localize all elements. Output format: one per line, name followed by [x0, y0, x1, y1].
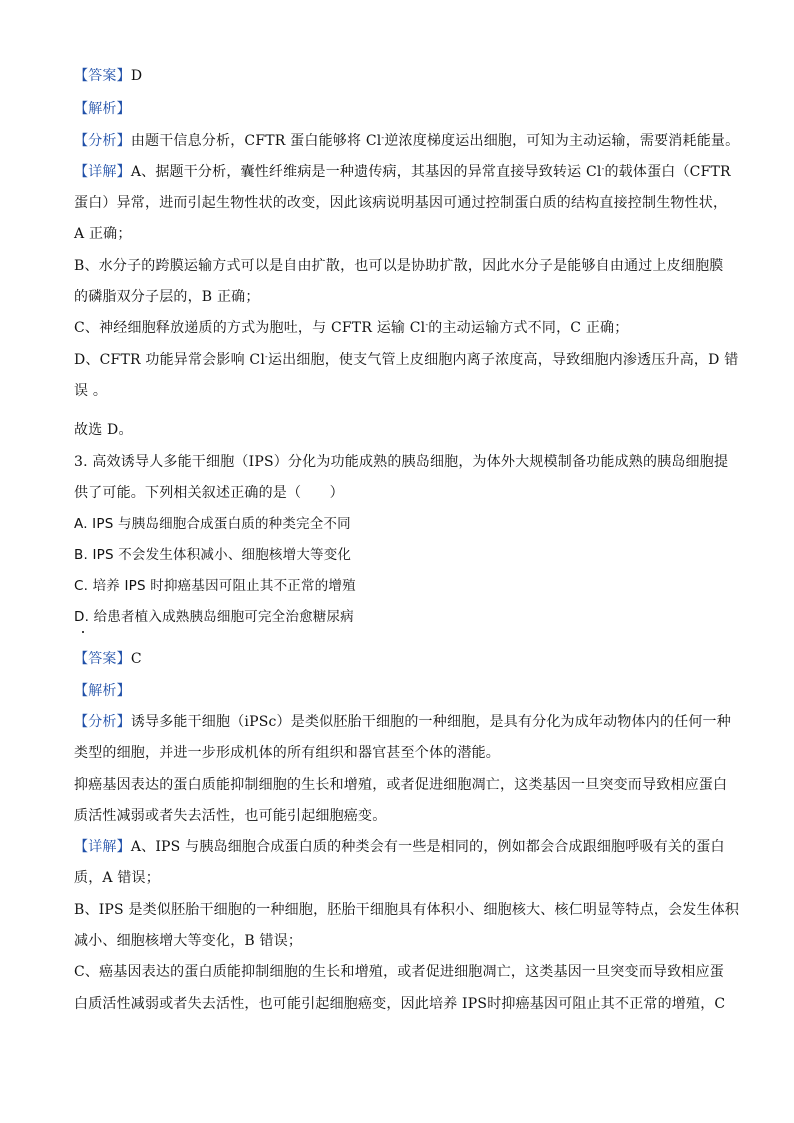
text: 诱导多能干细胞（iPSc）是类似胚胎干细胞的一种细胞，是具有分化为成年动物体内的任何一种 — [130, 714, 731, 730]
text-line: 减小、细胞核增大等变化，B 错误； — [74, 933, 303, 949]
superscript: - — [265, 352, 268, 361]
text-line: C、癌基因表达的蛋白质能抑制细胞的生长和增殖，或者促进细胞凋亡，这类基因一旦突变而导致相应蛋 — [74, 964, 724, 980]
superscript: - — [425, 320, 429, 329]
option-b: B. IPS 不会发生体积减小、细胞核增大等变化 — [74, 547, 352, 563]
option-d: D. 给患者植入成熟胰岛细胞可完全治愈糖尿病 — [74, 609, 354, 625]
text-line: B、IPS 是类似胚胎干细胞的一种细胞，胚胎干细胞具有体积小、细胞核大、核仁明显等特点，会发生体积 — [74, 902, 740, 918]
text-line: 白质活性减弱或者失去活性，也可能引起细胞癌变，因此培养 IPS时抑癌基因可阻止其不正常的增殖，C — [74, 996, 726, 1012]
answer-line-2 — [74, 649, 142, 669]
superscript: - — [381, 133, 385, 142]
text-line — [74, 350, 738, 370]
question-stem-line: 供了可能。下列相关叙述正确的是（ ） — [74, 485, 344, 501]
fenxi-tag: 【分析】 — [74, 714, 131, 730]
xiangjie-tag: 【详解】 — [74, 839, 131, 855]
text-line: 蛋白）异常，进而引起生物性状的改变，因此该病说明基因可通过控制蛋白质的结构直接控制生物性状， — [74, 195, 728, 211]
text: 的主动运输方式不同，C 正确； — [428, 320, 629, 336]
text: 由题干信息分析，CFTR 蛋白能够将 Cl — [130, 133, 382, 149]
answer-line-1 — [74, 66, 142, 86]
text: 的载体蛋白（CFTR — [604, 164, 731, 180]
answer-value: D — [130, 68, 143, 84]
text: D、CFTR 功能异常会影响 Cl — [74, 352, 266, 368]
text: A、据题干分析，囊性纤维病是一种遗传病，其基因的异常直接导致转运 Cl — [130, 164, 602, 180]
analysis-heading-1 — [74, 99, 131, 119]
text-line: 的磷脂双分子层的，B 正确； — [74, 289, 260, 305]
superscript: - — [601, 164, 605, 173]
text: 运出细胞，使支气管上皮细胞内离子浓度高，导致细胞内渗透压升高，D 错 — [267, 352, 739, 368]
xiangjie-tag: 【详解】 — [74, 164, 131, 180]
text-line: 质，A 错误； — [74, 870, 160, 886]
fenxi-line-1 — [74, 131, 739, 151]
text-line — [74, 318, 628, 338]
answer-value: C — [130, 651, 142, 667]
question-stem-line: 3. 高效诱导人多能干细胞（IPS）分化为功能成熟的胰岛细胞，为体外大规模制备功能成熟的胰岛细胞提 — [74, 454, 729, 470]
text-line: B、水分子的跨膜运输方式可以是自由扩散，也可以是协助扩散，因此水分子是能够自由通过上皮细胞膜 — [74, 258, 724, 274]
text-line: 抑癌基因表达的蛋白质能抑制细胞的生长和增殖，或者促进细胞凋亡，这类基因一旦突变而导致相应蛋白 — [74, 777, 728, 793]
text: A、IPS 与胰岛细胞合成蛋白质的种类会有一些是相同的，例如都会合成跟细胞呼吸有关的蛋白 — [130, 839, 725, 855]
analysis-tag: 【解析】 — [74, 101, 131, 117]
conclusion-line: 故选 D。 — [74, 422, 133, 438]
text-line: 误 。 — [74, 383, 108, 399]
text-line: 类型的细胞，并进一步形成机体的所有组织和器官甚至个体的潜能。 — [74, 745, 500, 761]
option-a: A. IPS 与胰岛细胞合成蛋白质的种类完全不同 — [74, 516, 351, 532]
fenxi-tag: 【分析】 — [74, 133, 131, 149]
answer-tag: 【答案】 — [74, 651, 131, 667]
text-line: 质活性减弱或者失去活性，也可能引起细胞癌变。 — [74, 808, 387, 824]
xiangjie-line-1 — [74, 162, 731, 182]
stray-mark — [82, 631, 84, 633]
text: 逆浓度梯度运出细胞，可知为主动运输，需要消耗能量。 — [384, 133, 740, 149]
analysis-heading-2 — [74, 681, 131, 701]
analysis-tag: 【解析】 — [74, 683, 131, 699]
fenxi-line-2 — [74, 712, 731, 732]
text-line: A 正确； — [74, 226, 132, 242]
option-c: C. 培养 IPS 时抑癌基因可阻止其不正常的增殖 — [74, 578, 356, 594]
answer-tag: 【答案】 — [74, 68, 131, 84]
xiangjie-line-2 — [74, 837, 725, 857]
text: C、神经细胞释放递质的方式为胞吐，与 CFTR 运输 Cl — [74, 320, 426, 336]
